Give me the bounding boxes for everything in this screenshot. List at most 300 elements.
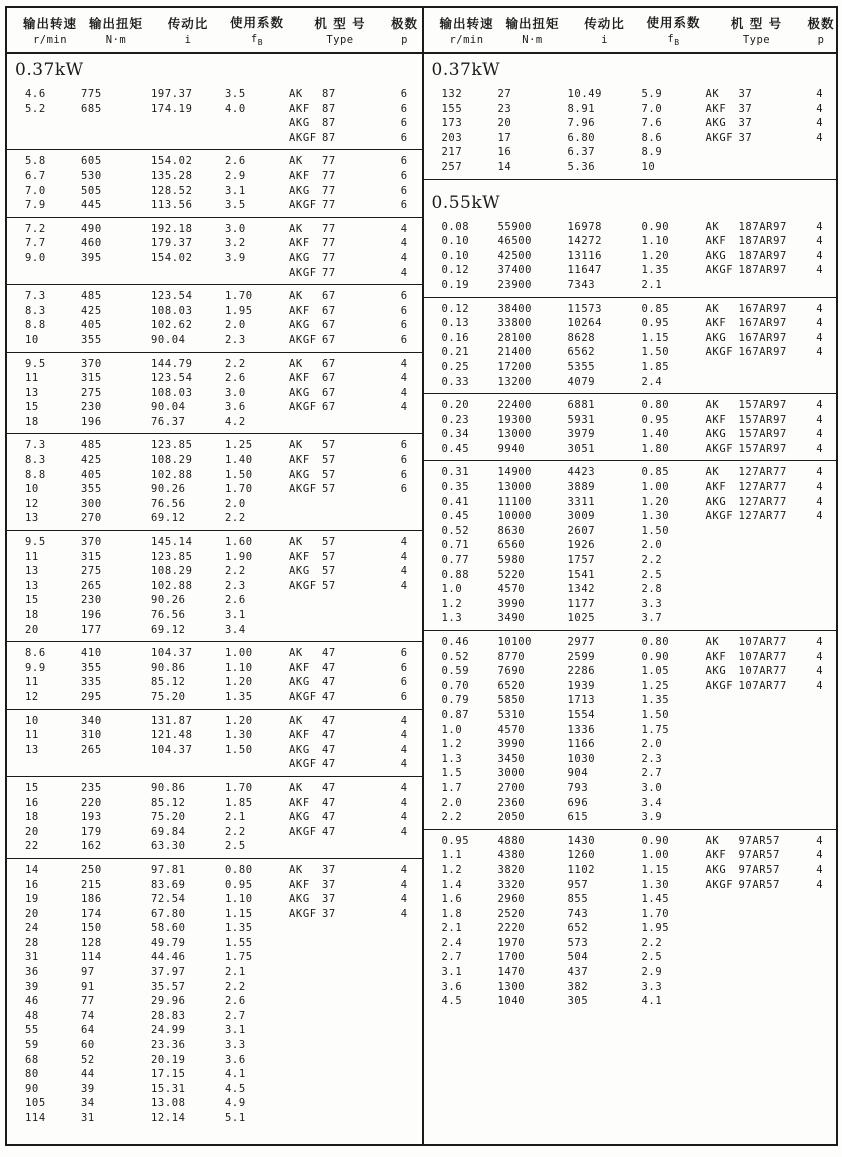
cell-ratio: 904 xyxy=(567,767,589,780)
type-prefix: AKF xyxy=(289,169,310,182)
type-prefix: AKG xyxy=(289,676,310,689)
cell-output-speed: 6.7 xyxy=(25,169,46,182)
table-row xyxy=(424,413,837,428)
type-model: 127AR77 xyxy=(738,466,787,479)
cell-service-factor: 3.0 xyxy=(641,781,663,794)
cell-ratio: 7343 xyxy=(567,278,596,291)
cell-ratio: 113.56 xyxy=(151,199,193,212)
cell-poles: 4 xyxy=(400,878,408,891)
type-prefix: AKG xyxy=(289,565,310,578)
type-prefix: AKF xyxy=(705,413,727,426)
cell-ratio: 652 xyxy=(567,922,589,935)
cell-output-speed: 16 xyxy=(25,878,39,891)
type-prefix: AKF xyxy=(289,102,310,115)
cell-ratio: 1430 xyxy=(567,834,596,847)
cell-type xyxy=(706,102,808,117)
cell-type xyxy=(289,714,391,729)
table-row xyxy=(7,236,422,251)
type-model: 67 xyxy=(322,290,336,303)
type-prefix: AKGF xyxy=(705,264,734,277)
column-header-cn: 传动比 xyxy=(167,16,209,31)
cell-output-speed: 10 xyxy=(25,483,39,496)
column-header-cn: 机 型 号 xyxy=(730,16,783,31)
table-row xyxy=(7,169,422,184)
cell-ratio: 72.54 xyxy=(151,893,186,906)
cell-output-speed: 2.7 xyxy=(441,951,463,964)
cell-poles: 4 xyxy=(816,481,824,494)
cell-poles: 4 xyxy=(816,466,824,479)
cell-output-speed: 13 xyxy=(25,743,39,756)
cell-output-torque: 300 xyxy=(81,497,102,510)
table-row xyxy=(424,480,837,495)
table-row xyxy=(7,878,422,893)
type-model: 67 xyxy=(322,372,336,385)
type-model: 187AR97 xyxy=(738,235,787,248)
cell-ratio: 123.54 xyxy=(151,372,193,385)
table-row xyxy=(424,921,837,936)
cell-type xyxy=(289,184,391,199)
cell-output-speed: 217 xyxy=(441,146,463,159)
cell-output-torque: 355 xyxy=(81,483,102,496)
cell-output-speed: 3.1 xyxy=(441,966,463,979)
type-model: 77 xyxy=(322,169,336,182)
type-prefix: AKG xyxy=(289,184,310,197)
type-prefix: AKG xyxy=(705,117,727,130)
cell-service-factor: 1.55 xyxy=(225,936,253,949)
table-row xyxy=(7,453,422,468)
cell-poles: 4 xyxy=(400,266,408,279)
cell-service-factor: 2.8 xyxy=(641,583,663,596)
cell-ratio: 305 xyxy=(567,995,589,1008)
cell-type xyxy=(706,234,808,249)
cell-service-factor: 1.85 xyxy=(641,360,670,373)
column-header-0 xyxy=(19,8,81,52)
cell-service-factor: 1.95 xyxy=(225,304,253,317)
type-model: 37 xyxy=(738,102,753,115)
cell-output-speed: 0.45 xyxy=(441,442,470,455)
type-prefix: AK xyxy=(289,88,303,100)
cell-output-torque: 5310 xyxy=(497,708,526,721)
data-block xyxy=(7,218,422,284)
cell-type xyxy=(289,675,391,690)
data-block xyxy=(424,461,837,630)
cell-ratio: 14272 xyxy=(567,235,603,248)
cell-poles: 6 xyxy=(400,304,408,317)
data-block xyxy=(424,83,837,179)
cell-type xyxy=(289,550,391,565)
cell-output-speed: 0.41 xyxy=(441,495,470,508)
cell-output-speed: 7.9 xyxy=(25,199,46,212)
data-block xyxy=(7,777,422,858)
cell-service-factor: 3.0 xyxy=(225,222,246,235)
type-model: 187AR97 xyxy=(738,220,787,233)
type-prefix: AKG xyxy=(289,893,310,906)
table-row xyxy=(7,728,422,743)
cell-output-speed: 0.23 xyxy=(441,413,470,426)
table-row xyxy=(424,131,837,146)
cell-poles: 4 xyxy=(816,346,824,359)
type-model: 157AR97 xyxy=(738,399,787,412)
cell-type xyxy=(706,863,808,878)
cell-output-speed: 20 xyxy=(25,825,39,838)
cell-ratio: 144.79 xyxy=(151,357,193,370)
cell-output-speed: 0.71 xyxy=(441,539,470,552)
column-header-unit: r/min xyxy=(449,34,484,46)
cell-ratio: 85.12 xyxy=(151,796,186,809)
cell-ratio: 75.20 xyxy=(151,690,186,703)
section-title: 0.37kW xyxy=(15,60,84,80)
cell-output-torque: 28100 xyxy=(497,331,533,344)
cell-ratio: 1713 xyxy=(567,694,596,707)
type-prefix: AKGF xyxy=(705,346,734,359)
column-headers xyxy=(7,8,422,54)
cell-output-torque: 775 xyxy=(81,88,102,100)
cell-poles: 6 xyxy=(400,647,408,660)
cell-output-torque: 64 xyxy=(81,1024,95,1037)
cell-output-speed: 0.21 xyxy=(441,346,470,359)
table-row xyxy=(424,145,837,160)
type-prefix: AKGF xyxy=(705,510,734,523)
cell-output-speed: 0.77 xyxy=(441,554,470,567)
column-header-5 xyxy=(808,8,835,52)
table-row xyxy=(424,834,837,849)
cell-type xyxy=(289,878,391,893)
type-model: 167AR97 xyxy=(738,346,787,359)
table-row xyxy=(424,220,837,235)
cell-output-speed: 0.19 xyxy=(441,278,470,291)
cell-type xyxy=(706,650,808,665)
cell-output-torque: 4570 xyxy=(497,723,526,736)
cell-output-speed: 22 xyxy=(25,840,39,853)
cell-type xyxy=(289,781,391,796)
cell-output-torque: 10000 xyxy=(497,510,533,523)
type-model: 47 xyxy=(322,781,336,794)
type-prefix: AKG xyxy=(705,331,727,344)
cell-output-speed: 8.3 xyxy=(25,304,46,317)
cell-type xyxy=(289,333,391,348)
cell-service-factor: 2.2 xyxy=(225,357,246,370)
cell-type xyxy=(706,263,808,278)
cell-ratio: 75.20 xyxy=(151,811,186,824)
cell-poles: 4 xyxy=(400,729,408,742)
type-prefix: AKGF xyxy=(289,483,317,496)
cell-output-torque: 196 xyxy=(81,609,102,621)
cell-service-factor: 2.9 xyxy=(225,169,246,182)
cell-service-factor: 1.35 xyxy=(641,694,670,707)
cell-output-torque: 8770 xyxy=(497,650,526,663)
type-model: 77 xyxy=(322,251,336,264)
cell-type xyxy=(706,116,808,131)
type-model: 57 xyxy=(322,454,336,467)
cell-poles: 6 xyxy=(400,333,408,346)
cell-output-torque: 186 xyxy=(81,893,102,906)
cell-ratio: 11573 xyxy=(567,302,603,315)
cell-ratio: 1025 xyxy=(567,612,596,625)
cell-type xyxy=(289,535,391,550)
type-model: 77 xyxy=(322,237,336,250)
cell-poles: 4 xyxy=(816,679,824,692)
cell-service-factor: 1.50 xyxy=(641,708,670,721)
table-row xyxy=(7,87,422,102)
cell-output-speed: 173 xyxy=(441,117,463,130)
cell-poles: 4 xyxy=(816,302,824,315)
type-model: 47 xyxy=(322,811,336,824)
cell-output-speed: 0.87 xyxy=(441,708,470,721)
cell-output-speed: 1.5 xyxy=(441,767,463,780)
cell-poles: 4 xyxy=(816,317,824,330)
cell-output-speed: 68 xyxy=(25,1053,39,1066)
type-prefix: AKF xyxy=(705,849,727,862)
cell-service-factor: 1.20 xyxy=(641,249,670,262)
cell-service-factor: 0.95 xyxy=(641,317,670,330)
cell-poles: 4 xyxy=(816,442,824,455)
table-row xyxy=(7,714,422,729)
cell-ratio: 90.04 xyxy=(151,333,186,346)
cell-service-factor: 3.3 xyxy=(641,597,663,610)
cell-service-factor: 0.90 xyxy=(641,220,670,233)
cell-ratio: 7.96 xyxy=(567,117,596,130)
cell-output-speed: 12 xyxy=(25,497,39,510)
cell-output-speed: 0.79 xyxy=(441,694,470,707)
table-row xyxy=(7,646,422,661)
cell-service-factor: 1.10 xyxy=(225,893,253,906)
cell-type xyxy=(706,480,808,495)
cell-ratio: 573 xyxy=(567,936,589,949)
cell-output-speed: 24 xyxy=(25,922,39,935)
cell-output-speed: 10 xyxy=(25,333,39,346)
cell-poles: 4 xyxy=(400,825,408,838)
data-block xyxy=(7,83,422,149)
cell-service-factor: 3.3 xyxy=(641,980,663,993)
cell-output-speed: 1.2 xyxy=(441,738,463,751)
cell-output-torque: 310 xyxy=(81,729,102,742)
type-model: 57 xyxy=(322,565,336,578)
cell-ratio: 957 xyxy=(567,878,589,891)
cell-output-torque: 3990 xyxy=(497,738,526,751)
cell-ratio: 3051 xyxy=(567,442,596,455)
data-block xyxy=(7,859,422,1130)
table-row xyxy=(7,1067,422,1082)
cell-service-factor: 5.9 xyxy=(641,88,663,100)
cell-output-speed: 11 xyxy=(25,372,39,385)
type-model: 107AR77 xyxy=(738,665,787,678)
cell-output-speed: 20 xyxy=(25,907,39,920)
column-header-unit: r/min xyxy=(32,34,68,46)
cell-poles: 6 xyxy=(400,184,408,197)
cell-service-factor: 2.1 xyxy=(225,811,246,824)
table-row xyxy=(7,796,422,811)
cell-output-torque: 505 xyxy=(81,184,102,197)
type-model: 37 xyxy=(322,907,336,920)
type-prefix: AK xyxy=(705,399,720,412)
cell-output-torque: 685 xyxy=(81,102,102,115)
cell-output-torque: 410 xyxy=(81,647,102,660)
cell-output-speed: 1.2 xyxy=(441,863,463,876)
type-model: 167AR97 xyxy=(738,302,787,315)
type-model: 97AR57 xyxy=(738,849,781,862)
type-model: 87 xyxy=(322,131,336,144)
type-model: 47 xyxy=(322,690,336,703)
table-row xyxy=(7,266,422,281)
cell-output-torque: 355 xyxy=(81,661,102,674)
cell-service-factor: 2.7 xyxy=(641,767,663,780)
table-row xyxy=(424,102,837,117)
column-header-cn: 输出扭矩 xyxy=(505,16,560,31)
cell-service-factor: 1.95 xyxy=(641,922,670,935)
type-prefix: AK xyxy=(289,155,303,168)
type-model: 37 xyxy=(322,878,336,891)
cell-output-torque: 9940 xyxy=(497,442,526,455)
table-row xyxy=(7,371,422,386)
type-prefix: AK xyxy=(289,222,303,235)
table-row xyxy=(7,1038,422,1053)
type-prefix: AKGF xyxy=(289,579,317,592)
column-header-4 xyxy=(289,8,391,52)
table-row xyxy=(424,316,837,331)
cell-output-speed: 13 xyxy=(25,386,39,399)
cell-ratio: 90.26 xyxy=(151,483,186,496)
cell-output-speed: 19 xyxy=(25,893,39,906)
table-row xyxy=(7,965,422,980)
table-row xyxy=(424,442,837,457)
type-prefix: AKG xyxy=(705,665,727,678)
cell-output-speed: 0.35 xyxy=(441,481,470,494)
type-model: 67 xyxy=(322,401,336,414)
cell-output-torque: 405 xyxy=(81,468,102,481)
cell-type xyxy=(706,635,808,650)
cell-service-factor: 1.20 xyxy=(225,676,253,689)
cell-output-torque: 530 xyxy=(81,169,102,182)
column-header-unit: $f_B$ xyxy=(250,32,264,48)
cell-poles: 4 xyxy=(400,536,408,549)
cell-poles: 4 xyxy=(400,386,408,399)
cell-output-speed: 0.16 xyxy=(441,331,470,344)
cell-ratio: 17.15 xyxy=(151,1068,186,1081)
cell-type xyxy=(289,863,391,878)
cell-service-factor: 3.2 xyxy=(225,237,246,250)
cell-poles: 4 xyxy=(816,331,824,344)
cell-output-torque: 485 xyxy=(81,290,102,303)
cell-output-torque: 150 xyxy=(81,922,102,935)
cell-ratio: 696 xyxy=(567,796,589,809)
cell-output-torque: 22400 xyxy=(497,399,533,412)
cell-output-torque: 3450 xyxy=(497,752,526,765)
cell-output-torque: 1700 xyxy=(497,951,526,964)
cell-ratio: 10264 xyxy=(567,317,603,330)
cell-ratio: 2977 xyxy=(567,636,596,648)
cell-output-speed: 1.3 xyxy=(441,612,463,625)
cell-ratio: 123.85 xyxy=(151,550,193,563)
table-row xyxy=(424,693,837,708)
type-prefix: AK xyxy=(705,466,720,479)
table-row xyxy=(7,757,422,772)
type-prefix: AKGF xyxy=(289,266,317,279)
cell-poles: 4 xyxy=(400,743,408,756)
cell-output-speed: 13 xyxy=(25,579,39,592)
table-row xyxy=(7,1023,422,1038)
cell-ratio: 3979 xyxy=(567,428,596,441)
cell-output-speed: 2.1 xyxy=(441,922,463,935)
cell-type xyxy=(289,661,391,676)
column-header-cn: 输出转速 xyxy=(22,16,77,31)
type-model: 127AR77 xyxy=(738,495,787,508)
cell-output-speed: 1.6 xyxy=(441,893,463,906)
cell-ratio: 1166 xyxy=(567,738,596,751)
cell-output-speed: 90 xyxy=(25,1082,39,1095)
type-model: 77 xyxy=(322,199,336,212)
table-row xyxy=(424,796,837,811)
table-row xyxy=(7,497,422,512)
cell-ratio: 104.37 xyxy=(151,743,193,756)
table-row xyxy=(424,950,837,965)
cell-output-speed: 46 xyxy=(25,995,39,1008)
cell-poles: 6 xyxy=(400,102,408,115)
cell-poles: 4 xyxy=(400,550,408,563)
column-header-unit: p xyxy=(401,34,408,46)
cell-type xyxy=(289,169,391,184)
cell-service-factor: 3.5 xyxy=(225,199,246,212)
cell-poles: 6 xyxy=(400,290,408,303)
cell-output-torque: 395 xyxy=(81,251,102,264)
column-header-5 xyxy=(391,8,418,52)
cell-service-factor: 1.00 xyxy=(641,481,670,494)
table-row xyxy=(7,116,422,131)
type-model: 67 xyxy=(322,386,336,399)
type-model: 47 xyxy=(322,796,336,809)
cell-service-factor: 3.7 xyxy=(641,612,663,625)
type-model: 57 xyxy=(322,579,336,592)
cell-output-torque: 55900 xyxy=(497,220,533,233)
cell-output-torque: 445 xyxy=(81,199,102,212)
cell-service-factor: 1.60 xyxy=(225,536,253,549)
cell-poles: 4 xyxy=(400,863,408,876)
table-row xyxy=(424,582,837,597)
column-header-4 xyxy=(706,8,808,52)
cell-output-torque: 7690 xyxy=(497,665,526,678)
data-block xyxy=(424,298,837,394)
cell-type xyxy=(289,453,391,468)
cell-ratio: 504 xyxy=(567,951,589,964)
cell-service-factor: 4.9 xyxy=(225,1097,246,1110)
type-prefix: AKG xyxy=(289,743,310,756)
cell-poles: 4 xyxy=(400,251,408,264)
type-model: 47 xyxy=(322,743,336,756)
type-model: 107AR77 xyxy=(738,650,787,663)
type-prefix: AK xyxy=(289,536,303,549)
cell-output-torque: 8630 xyxy=(497,524,526,537)
column-header-3 xyxy=(225,8,289,52)
cell-type xyxy=(289,266,391,281)
cell-ratio: 1926 xyxy=(567,539,596,552)
cell-service-factor: 1.25 xyxy=(225,439,253,452)
cell-ratio: 1757 xyxy=(567,554,596,567)
cell-output-speed: 9.0 xyxy=(25,251,46,264)
type-model: 77 xyxy=(322,222,336,235)
cell-output-torque: 13200 xyxy=(497,375,533,388)
cell-output-speed: 155 xyxy=(441,102,463,115)
cell-ratio: 6881 xyxy=(567,399,596,412)
table-row xyxy=(7,154,422,169)
cell-type xyxy=(289,154,391,169)
table-row xyxy=(424,892,837,907)
cell-output-speed: 2.0 xyxy=(441,796,463,809)
cell-output-torque: 17200 xyxy=(497,360,533,373)
type-prefix: AKF xyxy=(289,661,310,674)
type-model: 57 xyxy=(322,439,336,452)
section-title: 0.37kW xyxy=(431,60,501,80)
column-headers xyxy=(424,8,837,54)
cell-ratio: 4079 xyxy=(567,375,596,388)
